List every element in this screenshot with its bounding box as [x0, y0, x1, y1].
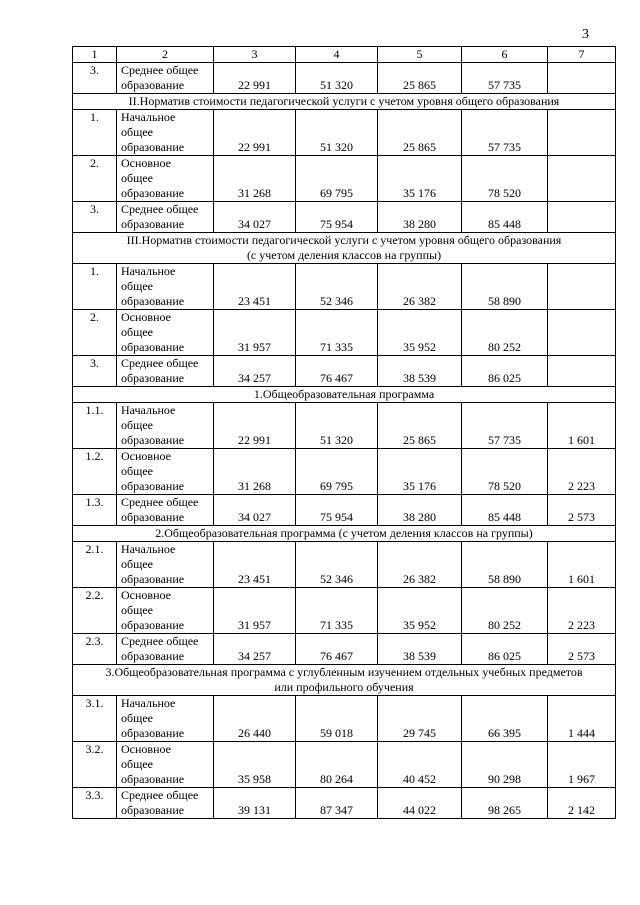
section-heading-line: 1.Общеобразовательная программа	[253, 387, 435, 401]
cost-value-v4: 59 018	[296, 696, 378, 742]
cost-value-v6: 66 395	[462, 696, 548, 742]
cost-value-v6: 58 890	[462, 264, 548, 310]
page-number: 3	[582, 27, 589, 42]
cost-value-v4: 69 795	[296, 449, 378, 495]
section-heading	[73, 94, 616, 110]
row-number: 3.	[73, 202, 117, 233]
cost-value-v3: 31 268	[214, 449, 296, 495]
cost-value-v5: 35 176	[378, 449, 462, 495]
cost-value-v6: 85 448	[462, 202, 548, 233]
section-heading	[73, 387, 616, 403]
section-heading-row	[73, 526, 616, 542]
education-level-line: общее	[121, 325, 153, 339]
table-row	[73, 110, 616, 156]
cost-value-v7: 1 444	[548, 696, 616, 742]
cost-value-v6: 85 448	[462, 495, 548, 526]
cost-value-v7: 1 967	[548, 742, 616, 788]
cost-value-v6: 80 252	[462, 588, 548, 634]
row-number: 3.3.	[73, 788, 117, 819]
cost-value-v7: 2 223	[548, 449, 616, 495]
table-row	[73, 634, 616, 665]
cost-value-v4: 69 795	[296, 156, 378, 202]
cost-value-v5: 26 382	[378, 264, 462, 310]
row-number: 2.	[73, 156, 117, 202]
cost-value-v5: 40 452	[378, 742, 462, 788]
cost-value-v4: 80 264	[296, 742, 378, 788]
cost-value-v4: 51 320	[296, 63, 378, 94]
education-level	[117, 110, 214, 156]
education-level-line: Основное	[121, 310, 171, 324]
education-level	[117, 156, 214, 202]
education-level-line: Начальное	[121, 110, 176, 124]
section-heading-line: или профильного обучения	[274, 680, 414, 694]
education-level-line: Основное	[121, 449, 171, 463]
column-number: 3	[214, 47, 296, 63]
table-row	[73, 449, 616, 495]
table-row	[73, 588, 616, 634]
education-level	[117, 588, 214, 634]
section-heading	[73, 233, 616, 264]
cost-value-v5: 38 539	[378, 634, 462, 665]
cost-value-v5: 35 952	[378, 310, 462, 356]
row-number: 3.1.	[73, 696, 117, 742]
cost-value-v5: 35 952	[378, 588, 462, 634]
cost-value-v7: 2 573	[548, 495, 616, 526]
education-level	[117, 356, 214, 387]
cost-value-v4: 75 954	[296, 495, 378, 526]
section-heading-line: III.Норматив стоимости педагогической услуги с учетом уровня общего образования	[126, 233, 562, 247]
education-level-line: Среднее общее	[121, 634, 199, 648]
education-level-line: Начальное	[121, 696, 176, 710]
education-level-line: Начальное	[121, 542, 176, 556]
cost-value-v7	[548, 356, 616, 387]
cost-value-v6: 57 735	[462, 110, 548, 156]
education-level-line: Основное	[121, 156, 171, 170]
education-level-line: образование	[121, 618, 185, 632]
row-number: 2.	[73, 310, 117, 356]
education-level	[117, 495, 214, 526]
cost-value-v7: 2 142	[548, 788, 616, 819]
cost-value-v6: 98 265	[462, 788, 548, 819]
cost-value-v3: 34 027	[214, 495, 296, 526]
section-heading-line: 2.Общеобразовательная программа (с учетом деления классов на группы)	[155, 526, 533, 540]
cost-value-v6: 57 735	[462, 63, 548, 94]
education-level-line: образование	[121, 479, 185, 493]
education-level-line: образование	[121, 294, 185, 308]
education-level-line: образование	[121, 649, 185, 663]
education-level	[117, 634, 214, 665]
table-body	[73, 47, 616, 819]
cost-value-v6: 78 520	[462, 449, 548, 495]
cost-value-v5: 44 022	[378, 788, 462, 819]
education-level-line: образование	[121, 572, 185, 586]
cost-value-v3: 23 451	[214, 264, 296, 310]
cost-value-v6: 90 298	[462, 742, 548, 788]
cost-value-v3: 31 268	[214, 156, 296, 202]
table-row	[73, 742, 616, 788]
education-level	[117, 63, 214, 94]
education-level-line: общее	[121, 603, 153, 617]
row-number: 1.	[73, 264, 117, 310]
table-row	[73, 542, 616, 588]
section-heading-line: (с учетом деления классов на группы)	[246, 248, 442, 262]
row-number: 1.	[73, 110, 117, 156]
cost-value-v5: 26 382	[378, 542, 462, 588]
cost-value-v7	[548, 202, 616, 233]
table-row	[73, 788, 616, 819]
education-level-line: Начальное	[121, 264, 176, 278]
section-heading	[73, 665, 616, 696]
section-heading	[73, 526, 616, 542]
education-level-line: образование	[121, 772, 185, 786]
table-row	[73, 403, 616, 449]
row-number: 3.	[73, 63, 117, 94]
education-level-line: общее	[121, 171, 153, 185]
row-number: 3.2.	[73, 742, 117, 788]
education-level-line: общее	[121, 757, 153, 771]
cost-value-v7: 1 601	[548, 542, 616, 588]
cost-value-v5: 38 280	[378, 202, 462, 233]
cost-value-v7	[548, 264, 616, 310]
cost-value-v7	[548, 156, 616, 202]
cost-value-v3: 39 131	[214, 788, 296, 819]
cost-value-v3: 22 991	[214, 403, 296, 449]
table-row	[73, 696, 616, 742]
cost-value-v3: 31 957	[214, 588, 296, 634]
column-number: 4	[296, 47, 378, 63]
education-level-line: образование	[121, 371, 185, 385]
cost-value-v4: 52 346	[296, 264, 378, 310]
education-level	[117, 449, 214, 495]
norms-table	[72, 46, 616, 819]
cost-value-v7: 1 601	[548, 403, 616, 449]
education-level-line: образование	[121, 726, 185, 740]
education-level-line: общее	[121, 125, 153, 139]
education-level-line: образование	[121, 510, 185, 524]
cost-value-v6: 80 252	[462, 310, 548, 356]
cost-value-v3: 26 440	[214, 696, 296, 742]
column-number: 5	[378, 47, 462, 63]
education-level	[117, 403, 214, 449]
cost-value-v4: 75 954	[296, 202, 378, 233]
education-level	[117, 310, 214, 356]
cost-value-v5: 29 745	[378, 696, 462, 742]
education-level-line: Основное	[121, 588, 171, 602]
row-number: 1.1.	[73, 403, 117, 449]
section-heading-row	[73, 387, 616, 403]
education-level-line: Среднее общее	[121, 202, 199, 216]
cost-value-v4: 71 335	[296, 588, 378, 634]
education-level-line: образование	[121, 433, 185, 447]
cost-value-v4: 51 320	[296, 403, 378, 449]
education-level-line: общее	[121, 711, 153, 725]
education-level-line: образование	[121, 803, 185, 817]
column-number: 1	[73, 47, 117, 63]
cost-value-v4: 51 320	[296, 110, 378, 156]
education-level	[117, 696, 214, 742]
table-row	[73, 495, 616, 526]
cost-value-v5: 38 539	[378, 356, 462, 387]
row-number: 1.2.	[73, 449, 117, 495]
education-level-line: образование	[121, 140, 185, 154]
cost-value-v3: 35 958	[214, 742, 296, 788]
cost-value-v3: 22 991	[214, 110, 296, 156]
education-level	[117, 788, 214, 819]
cost-value-v3: 34 257	[214, 356, 296, 387]
section-heading-row	[73, 665, 616, 696]
cost-value-v7	[548, 110, 616, 156]
cost-value-v3: 31 957	[214, 310, 296, 356]
row-number: 2.1.	[73, 542, 117, 588]
education-level-line: образование	[121, 186, 185, 200]
education-level-line: образование	[121, 340, 185, 354]
cost-value-v7	[548, 310, 616, 356]
table-row	[73, 156, 616, 202]
cost-value-v3: 22 991	[214, 63, 296, 94]
cost-value-v7	[548, 63, 616, 94]
education-level-line: Среднее общее	[121, 63, 199, 77]
column-number-row	[73, 47, 616, 63]
education-level-line: образование	[121, 78, 185, 92]
row-number: 1.3.	[73, 495, 117, 526]
cost-value-v5: 25 865	[378, 63, 462, 94]
cost-value-v4: 87 347	[296, 788, 378, 819]
cost-value-v6: 57 735	[462, 403, 548, 449]
cost-value-v4: 76 467	[296, 634, 378, 665]
education-level-line: общее	[121, 279, 153, 293]
column-number: 7	[548, 47, 616, 63]
cost-value-v5: 25 865	[378, 110, 462, 156]
education-level	[117, 202, 214, 233]
section-heading-row	[73, 94, 616, 110]
cost-value-v3: 23 451	[214, 542, 296, 588]
education-level-line: Среднее общее	[121, 356, 199, 370]
cost-value-v4: 76 467	[296, 356, 378, 387]
cost-value-v5: 35 176	[378, 156, 462, 202]
education-level	[117, 742, 214, 788]
cost-value-v7: 2 223	[548, 588, 616, 634]
column-number: 2	[117, 47, 214, 63]
section-heading-line: II.Норматив стоимости педагогической услуги с учетом уровня общего образования	[128, 94, 560, 108]
cost-value-v7: 2 573	[548, 634, 616, 665]
cost-value-v4: 71 335	[296, 310, 378, 356]
cost-value-v3: 34 257	[214, 634, 296, 665]
cost-value-v6: 58 890	[462, 542, 548, 588]
table-row	[73, 356, 616, 387]
education-level-line: Среднее общее	[121, 788, 199, 802]
cost-value-v4: 52 346	[296, 542, 378, 588]
cost-value-v6: 86 025	[462, 356, 548, 387]
section-heading-line: 3.Общеобразовательная программа с углубленным изучением отдельных учебных предметов	[105, 665, 583, 679]
cost-value-v6: 78 520	[462, 156, 548, 202]
column-number: 6	[462, 47, 548, 63]
table-row	[73, 202, 616, 233]
row-number: 2.2.	[73, 588, 117, 634]
education-level-line: Основное	[121, 742, 171, 756]
row-number: 3.	[73, 356, 117, 387]
section-heading-row	[73, 233, 616, 264]
education-level	[117, 542, 214, 588]
cost-value-v3: 34 027	[214, 202, 296, 233]
table-row	[73, 264, 616, 310]
cost-value-v5: 25 865	[378, 403, 462, 449]
education-level-line: образование	[121, 217, 185, 231]
education-level-line: Начальное	[121, 403, 176, 417]
education-level	[117, 264, 214, 310]
cost-value-v6: 86 025	[462, 634, 548, 665]
education-level-line: общее	[121, 464, 153, 478]
education-level-line: Среднее общее	[121, 495, 199, 509]
cost-value-v5: 38 280	[378, 495, 462, 526]
education-level-line: общее	[121, 557, 153, 571]
education-level-line: общее	[121, 418, 153, 432]
table-row	[73, 63, 616, 94]
row-number: 2.3.	[73, 634, 117, 665]
table-row	[73, 310, 616, 356]
